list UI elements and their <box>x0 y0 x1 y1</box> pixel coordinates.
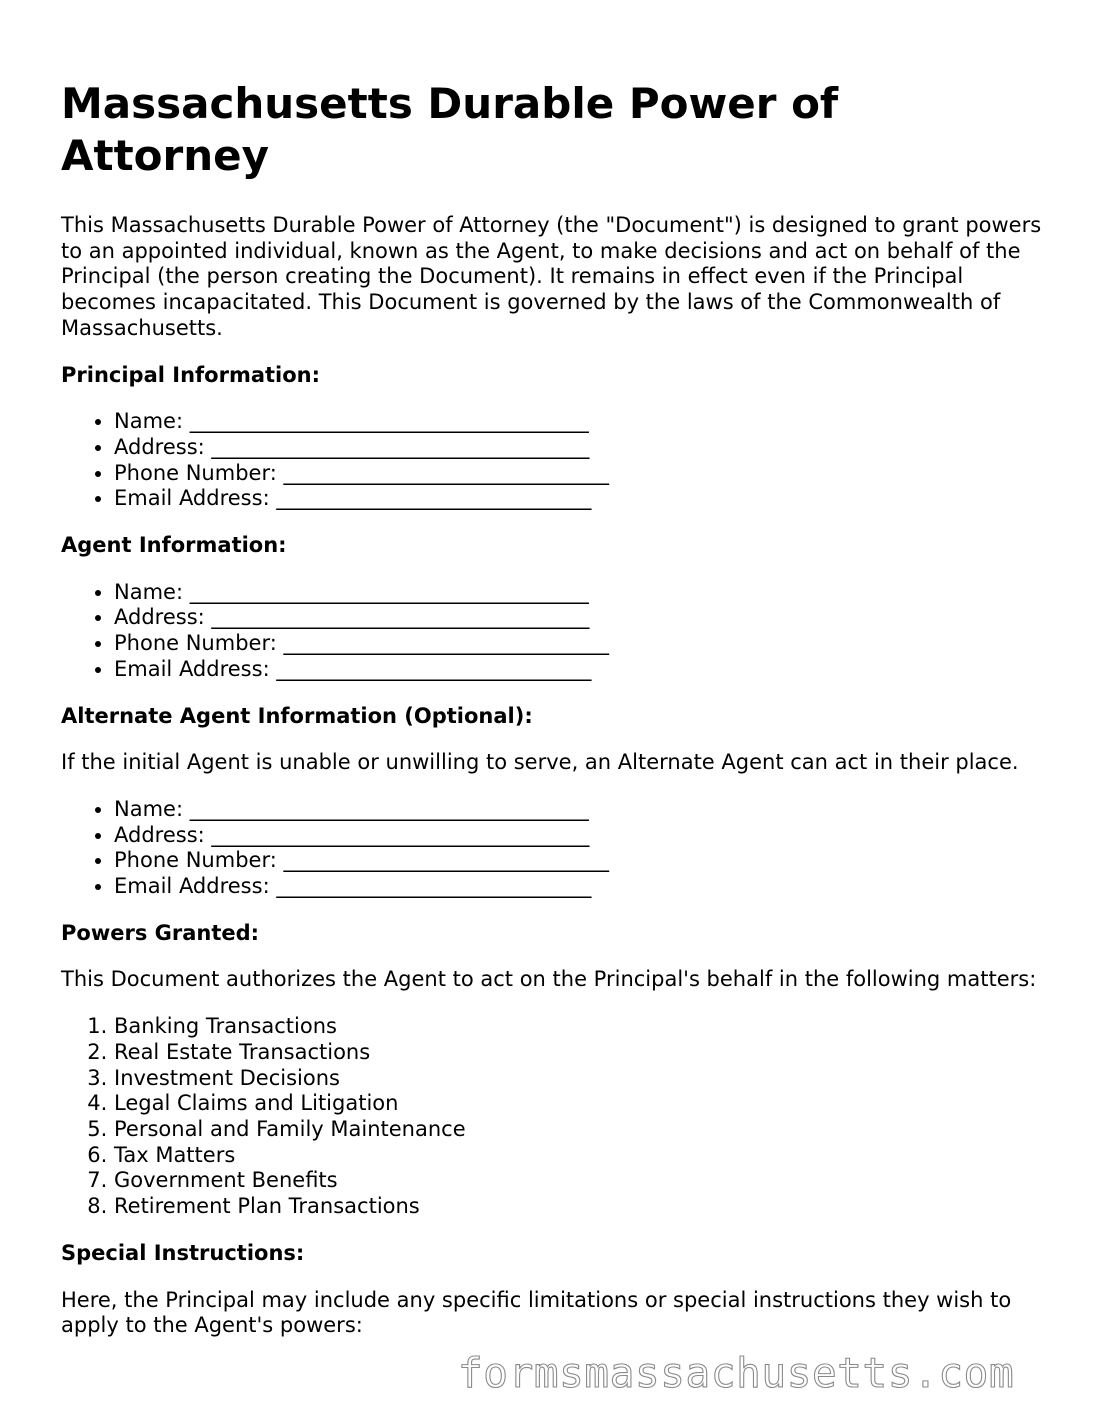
power-item: 2. Real Estate Transactions <box>114 1040 1051 1066</box>
powers-list <box>61 1014 1051 1220</box>
power-item: 5. Personal and Family Maintenance <box>114 1117 1051 1143</box>
power-item: 8. Retirement Plan Transactions <box>114 1194 1051 1220</box>
agent-email-field: • Email Address: ______________________________ <box>114 657 1051 683</box>
alternate-agent-paragraph: If the initial Agent is unable or unwilling to serve, an Alternate Agent can act in their place. <box>61 750 1019 775</box>
document-title: Massachusetts Durable Power of Attorney <box>61 79 839 180</box>
agent-address-field: • Address: ____________________________________ <box>114 605 1051 631</box>
powers-paragraph: This Document authorizes the Agent to act on the Principal's behalf in the following matters: <box>61 967 1037 992</box>
special-instructions-heading: Special Instructions: <box>61 1240 305 1265</box>
power-item: 3. Investment Decisions <box>114 1066 1051 1092</box>
agent-heading: Agent Information: <box>61 533 287 558</box>
agent-fields-list <box>61 580 1051 683</box>
alternate-address-field: • Address: ____________________________________ <box>114 823 1051 849</box>
power-item: 1. Banking Transactions <box>114 1014 1051 1040</box>
principal-fields-list <box>61 409 1051 512</box>
power-item: 4. Legal Claims and Litigation <box>114 1091 1051 1117</box>
power-item: 7. Government Benefits <box>114 1168 1051 1194</box>
agent-name-field: • Name: ______________________________________ <box>114 580 1051 606</box>
powers-heading: Powers Granted: <box>61 920 260 945</box>
document-page <box>61 78 1051 1360</box>
principal-heading: Principal Information: <box>61 362 321 387</box>
alternate-agent-heading: Alternate Agent Information (Optional): <box>61 703 533 728</box>
alternate-agent-fields-list <box>61 797 1051 900</box>
principal-phone-field: • Phone Number: _______________________________ <box>114 461 1051 487</box>
principal-email-field: • Email Address: ______________________________ <box>114 486 1051 512</box>
watermark: formsmassachusetts.com <box>458 1349 1015 1397</box>
alternate-phone-field: • Phone Number: _______________________________ <box>114 848 1051 874</box>
power-item: 6. Tax Matters <box>114 1143 1051 1169</box>
alternate-email-field: • Email Address: ______________________________ <box>114 874 1051 900</box>
principal-address-field: • Address: ____________________________________ <box>114 435 1051 461</box>
agent-phone-field: • Phone Number: _______________________________ <box>114 631 1051 657</box>
principal-name-field: • Name: ______________________________________ <box>114 409 1051 435</box>
alternate-name-field: • Name: ______________________________________ <box>114 797 1051 823</box>
special-instructions-paragraph: Here, the Principal may include any specific limitations or special instructions they wish to apply to the Agent's powers: <box>61 1287 1012 1338</box>
intro-paragraph: This Massachusetts Durable Power of Attorney (the "Document") is designed to grant powers to an appointed individual, known as the Agent, to make decisions and act on behalf of the Principal (the person creating the Document). It remains in effect even if the Principal becomes incapacitated. This Document is governed by the laws of the Commonwealth of Massachusetts. <box>61 213 1042 340</box>
